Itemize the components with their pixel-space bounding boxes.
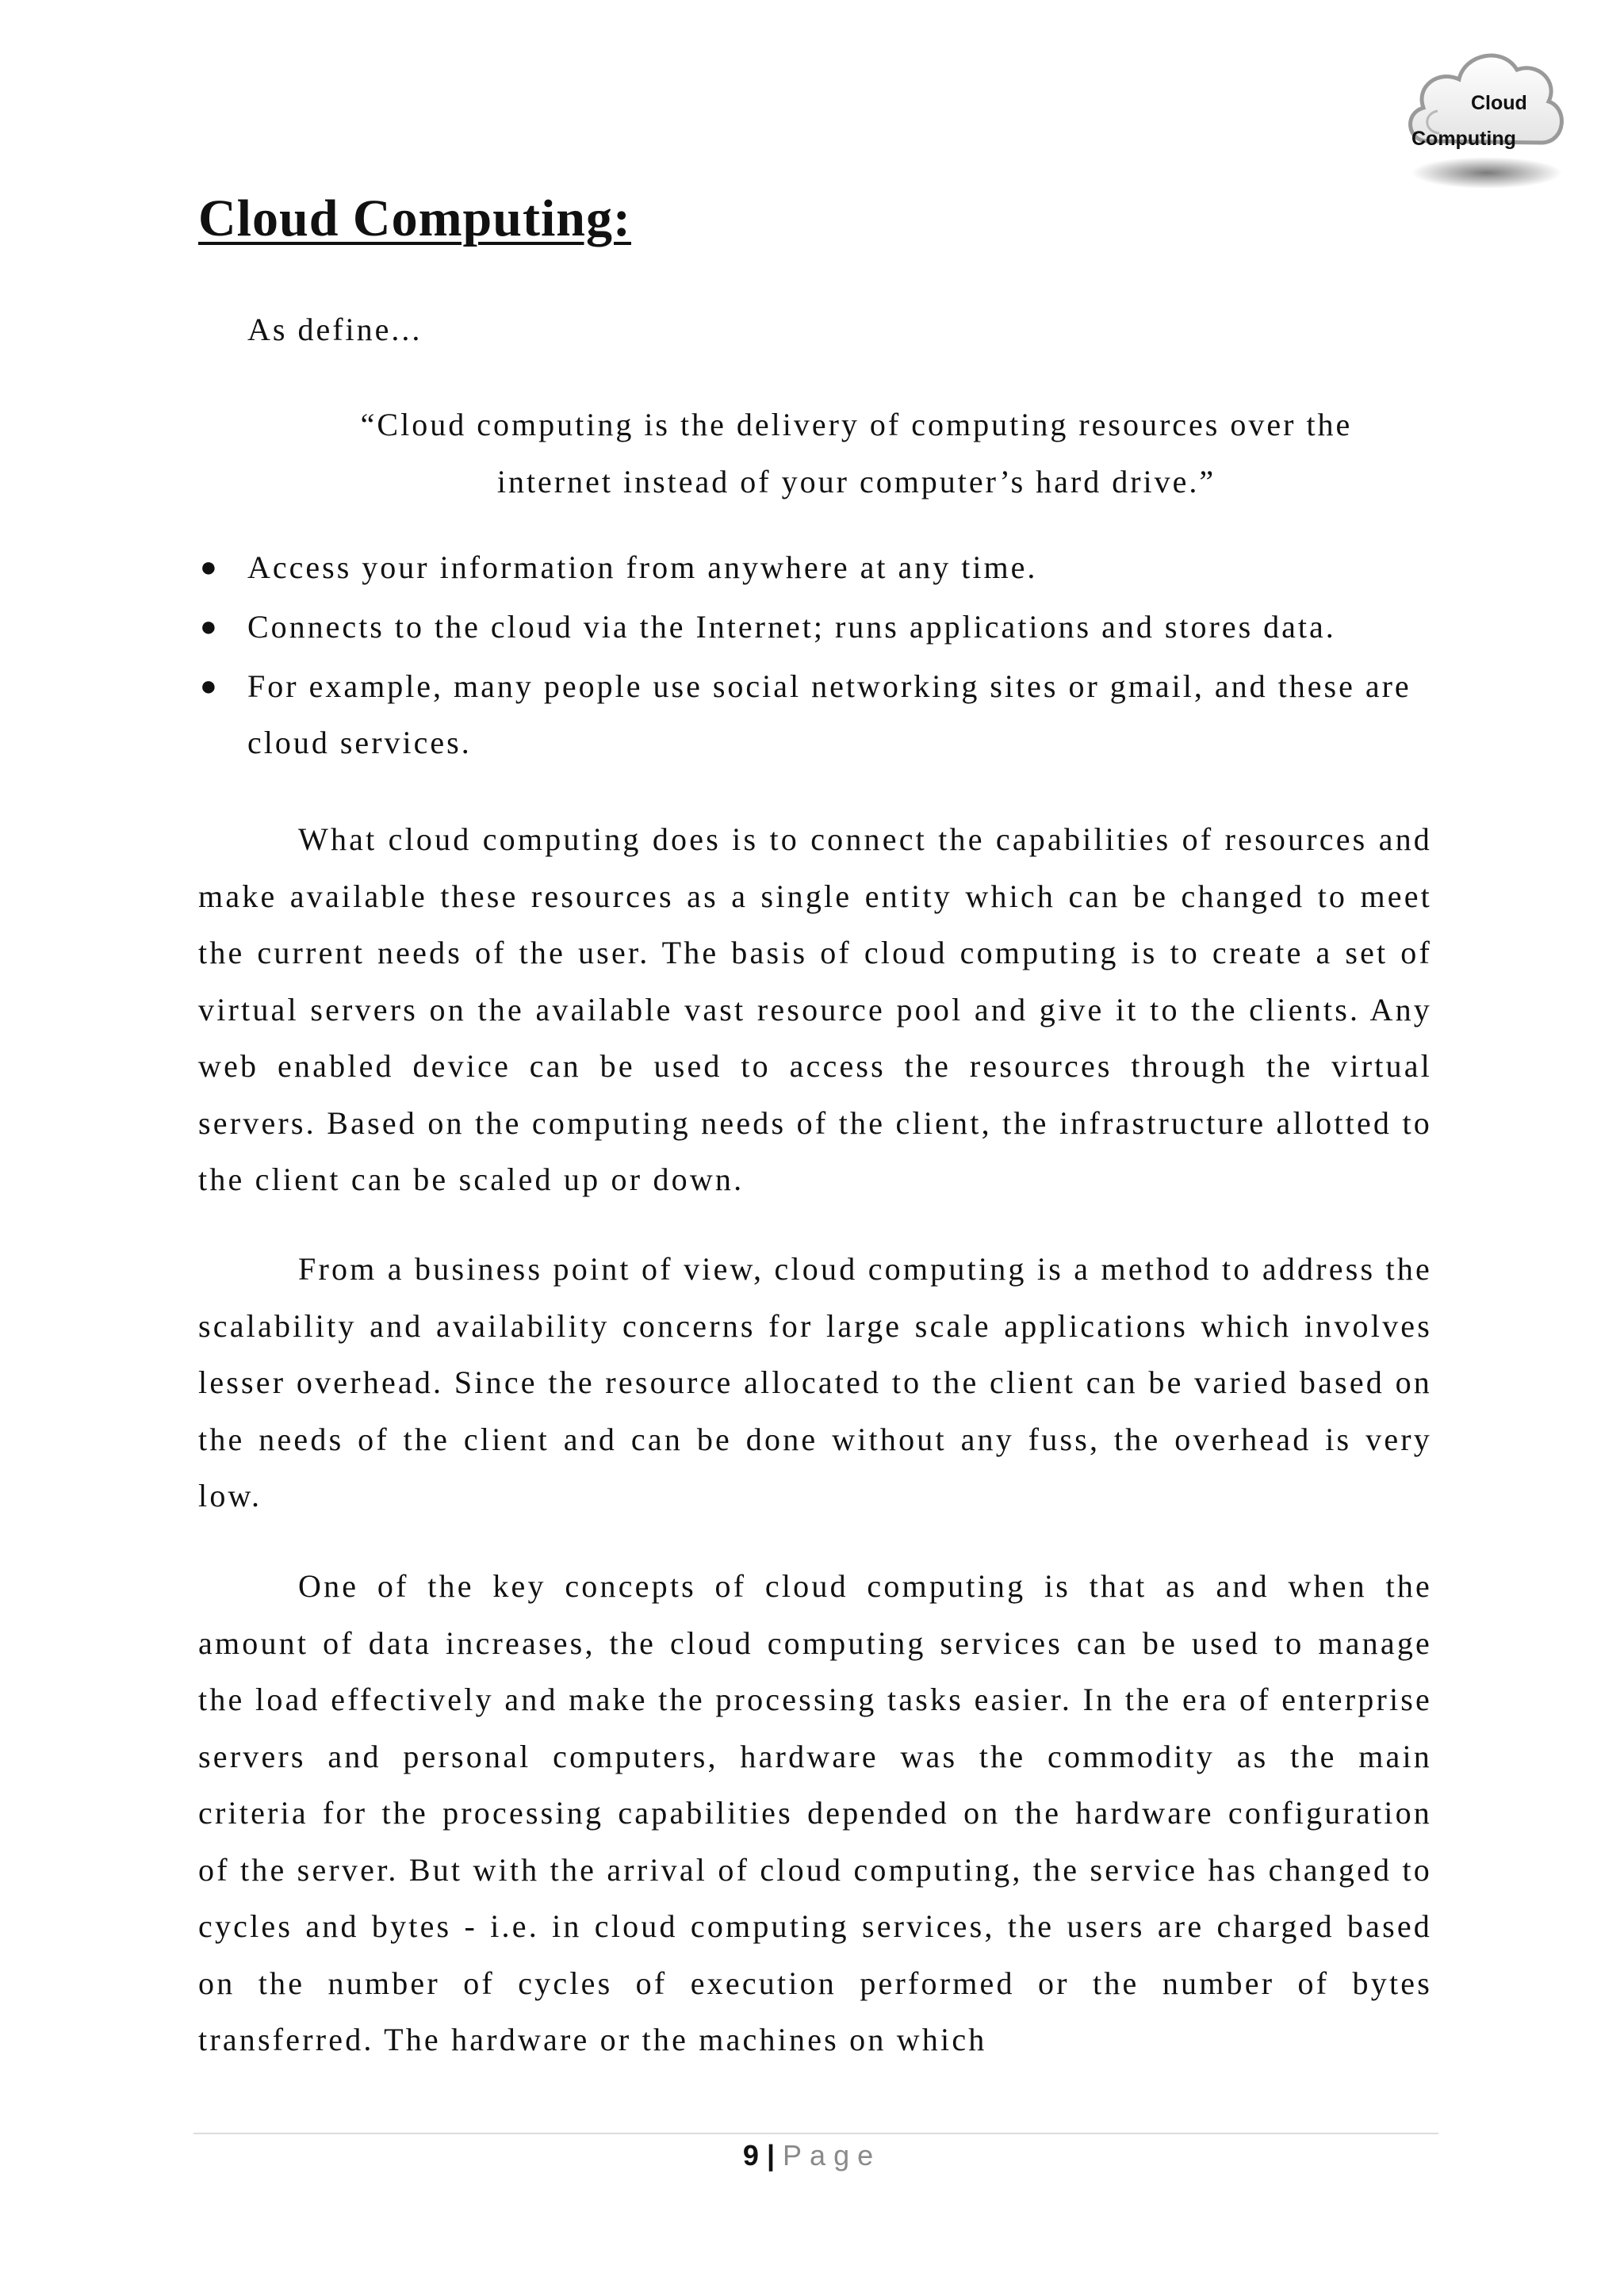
logo-line1: Cloud <box>1471 92 1527 114</box>
page-separator: | <box>766 2139 776 2172</box>
cloud-logo-icon <box>1392 22 1574 205</box>
intro-text: As define... <box>247 312 423 347</box>
list-item-text: Connects to the cloud via the Internet; runs applications and stores data. <box>247 609 1336 645</box>
page-footer <box>0 2139 1624 2172</box>
bullet-list <box>198 539 1435 774</box>
body-paragraph: One of the key concepts of cloud computing is that as and when the amount of data increases, the cloud computing services can be used to manage the load effectively and make the processing tasks easier. In the era of enterprise servers and personal computers, hardware was the commodity as the main criteria for the processing capabilities depended on the hardware configuration of the server. But with the arrival of cloud computing, the service has changed to cycles and bytes - i.e. in cloud computing services, the users are charged based on the number of cycles of execution performed or the number of bytes transferred. The hardware or the machines on which <box>198 1568 1432 2057</box>
list-item-text: Access your information from anywhere at any time. <box>247 549 1038 585</box>
logo-line2: Computing <box>1411 128 1516 150</box>
list-item <box>198 658 1435 771</box>
cloud-logo <box>1392 22 1574 205</box>
list-item <box>198 539 1435 595</box>
bullet-icon: ● <box>200 670 220 702</box>
body-paragraph: What cloud computing does is to connect the capabilities of resources and make available these resources as a single entity which can be changed to meet the current needs of the user. The basis of cloud computing is to create a set of virtual servers on the available vast resource pool and give it to the clients. Any web enabled device can be used to access the resources through the virtual servers. Based on the computing needs of the client, the infrastructure allotted to the client can be scaled up or down. <box>198 821 1432 1197</box>
bullet-icon: ● <box>200 551 220 583</box>
page-title: Cloud Computing: <box>198 189 631 247</box>
list-item-text: For example, many people use social networking sites or gmail, and these are cloud services. <box>247 668 1411 760</box>
footer-divider <box>193 2133 1438 2134</box>
page-number: 9 <box>742 2139 759 2172</box>
bullet-icon: ● <box>200 610 220 642</box>
list-item <box>198 599 1435 655</box>
definition-quote: “Cloud computing is the delivery of computing resources over the internet instead of your computer’s hard drive.” <box>360 407 1353 499</box>
page-label: Page <box>783 2139 882 2172</box>
body-paragraph: From a business point of view, cloud computing is a method to address the scalability and availability concerns for large scale applications which involves lesser overhead. Since the resource allocated to the client can be varied based on the needs of the client and can be done without any fuss, the overhead is very low. <box>198 1251 1432 1513</box>
